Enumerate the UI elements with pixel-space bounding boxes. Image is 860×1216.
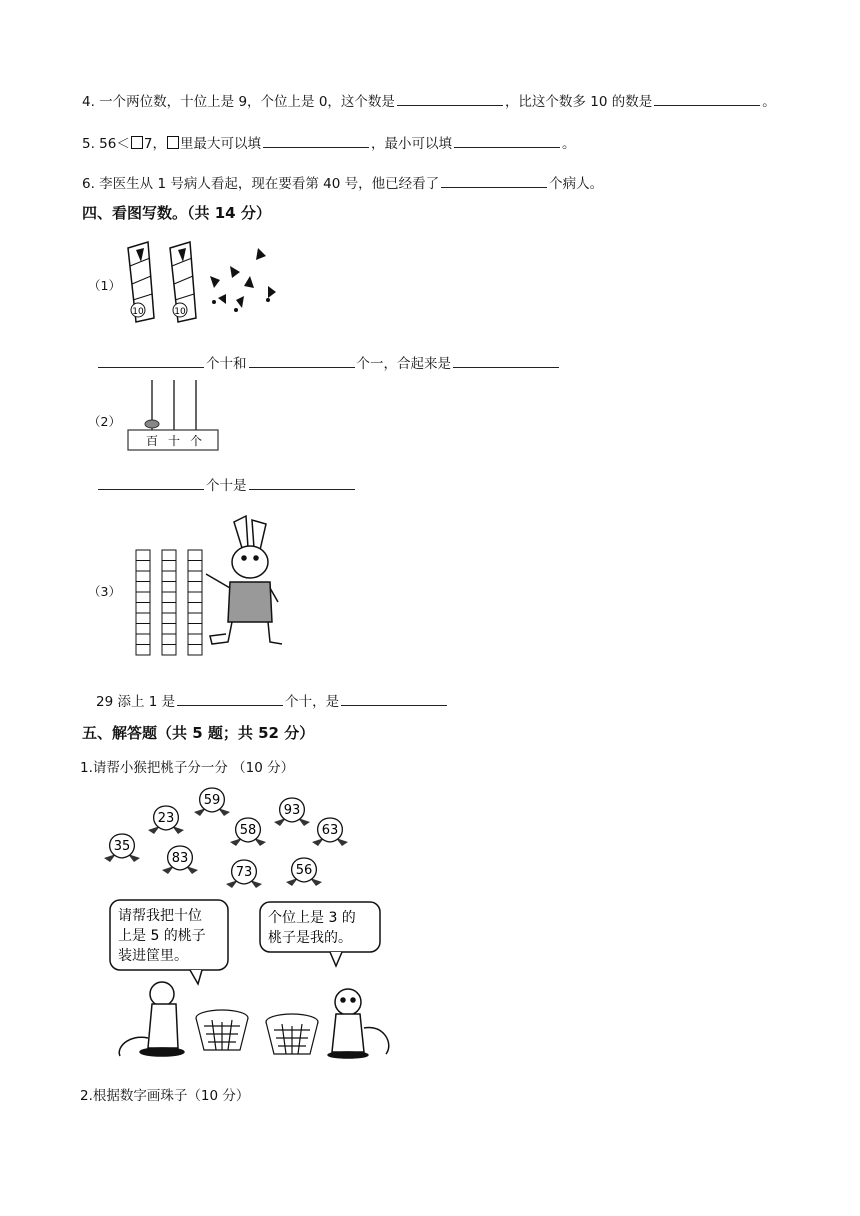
peach [312,818,348,846]
peach-number: 59 [203,793,221,808]
bundles-and-shuttlecocks-illustration [118,238,288,330]
q4-text-b: ，比这个数多 10 的数是 [504,94,653,110]
part-1-answer-line [96,352,561,372]
cube [136,645,150,656]
question-6 [82,172,603,192]
basket-icon [266,1014,318,1054]
s5-q1-title: 1.请帮小猴把桃子分一分 （10 分） [80,760,295,776]
empty-box-icon [131,136,143,149]
question-5 [82,132,575,152]
cube [136,613,150,624]
bubble-left-line-1: 请帮我把十位 [118,908,202,924]
peach-number: 93 [283,803,301,818]
question-4 [82,90,776,110]
bundle-of-ten-icon [128,242,154,322]
cube [162,645,176,656]
basket-icon [196,1010,248,1050]
cube [188,613,202,624]
rabbit-icon [206,516,282,644]
part-2-blank-tens[interactable] [98,476,204,490]
abacus-illustration [126,380,222,452]
part-2-blank-value[interactable] [249,476,355,490]
cube [162,550,176,561]
section-5-heading: 五、解答题（共 5 题；共 52 分） [82,724,315,742]
peach-number: 63 [321,823,339,838]
bundle-label-text: 10 [132,307,144,317]
part-2-answer-line [96,474,357,494]
part-1-blank-ones[interactable] [249,354,355,368]
q5-text-d: ，最小可以填 [370,136,452,152]
q5-text-c: 里最大可以填 [179,136,261,152]
q6-answer-blank[interactable] [441,174,547,188]
peach-number: 35 [113,839,131,854]
peach-number: 56 [295,863,313,878]
cube [188,624,202,635]
empty-box-icon [167,136,179,149]
peach [148,806,184,834]
q6-text-a: 6. 李医生从 1 号病人看起，现在要看第 40 号，他已经看了 [82,176,440,192]
cube [188,561,202,572]
q5-text-e: 。 [561,136,576,152]
part-3-answer-line [96,690,449,710]
shuttlecock-icon [210,248,276,312]
abacus-label-tens: 十 [167,434,181,448]
part-1-text-b: 个一，合起来是 [356,356,451,372]
peaches-illustration [98,784,368,894]
q5-answer-blank-1[interactable] [263,134,369,148]
part-1-blank-tens[interactable] [98,354,204,368]
cube [136,603,150,614]
cube-stack-icon [136,550,202,655]
cube [188,645,202,656]
peach [274,798,310,826]
monkeys-and-baskets-illustration [108,898,398,1060]
part-1-text-a: 个十和 [206,356,247,372]
q4-text-c: 。 [762,94,776,110]
cube [136,561,150,572]
bubble-right-line-2: 桃子是我的。 [268,930,352,946]
peach [226,860,262,888]
cube [136,571,150,582]
abacus-label-hundreds: 百 [145,434,159,448]
cube [136,582,150,593]
cube [188,550,202,561]
peach-number: 73 [235,865,253,880]
monkey-icon [328,989,389,1058]
peach-number: 58 [239,823,257,838]
part-3-text-a: 29 添上 1 是 [96,694,176,710]
cube [188,603,202,614]
part-1-label: （1） [88,278,121,293]
q5-text-a: 5. 56＜ [82,136,130,152]
peach [104,834,140,862]
cube [136,550,150,561]
bubble-left-line-3: 装进筐里。 [118,948,188,964]
q5-text-b: 7， [143,136,166,152]
cube [162,613,176,624]
q4-text-a: 4. 一个两位数，十位上是 9，个位上是 0，这个数是 [82,94,395,110]
cube [136,592,150,603]
q4-answer-blank-1[interactable] [397,92,503,106]
cubes-and-rabbit-illustration [132,512,282,662]
cube [188,571,202,582]
peach [230,818,266,846]
part-1-blank-total[interactable] [453,354,559,368]
cube [162,571,176,582]
part-3-text-b: 个十，是 [285,694,340,710]
peach-number: 23 [157,811,175,826]
part-2-text-a: 个十是 [206,478,247,494]
bubble-right-line-1: 个位上是 3 的 [268,910,356,926]
cube [136,634,150,645]
cube [162,592,176,603]
bundle-label-text: 10 [174,307,186,317]
abacus-bead [145,420,159,428]
speech-bubble-left [110,900,228,984]
q5-answer-blank-2[interactable] [454,134,560,148]
peach [194,788,230,816]
part-3-label: （3） [88,584,121,599]
s5-q2-title: 2.根据数字画珠子（10 分） [80,1088,250,1104]
cube [188,582,202,593]
cube [136,624,150,635]
cube [162,582,176,593]
cube [188,592,202,603]
q6-text-b: 个病人。 [549,176,604,192]
part-3-blank-value[interactable] [341,692,447,706]
cube [188,634,202,645]
q4-answer-blank-2[interactable] [654,92,760,106]
bubble-left-line-2: 上是 5 的桃子 [118,928,206,944]
abacus-label-ones: 个 [189,434,203,448]
bundle-of-ten-icon [170,242,196,322]
cube [162,624,176,635]
peach [286,858,322,886]
peach [162,846,198,874]
cube [162,603,176,614]
part-2-label: （2） [88,414,121,429]
peach-number: 83 [171,851,189,866]
cube [162,561,176,572]
speech-bubble-right [260,902,380,966]
part-3-blank-tens[interactable] [177,692,283,706]
cube [162,634,176,645]
monkey-icon [119,982,184,1056]
section-4-heading: 四、看图写数。（共 14 分） [82,204,271,222]
